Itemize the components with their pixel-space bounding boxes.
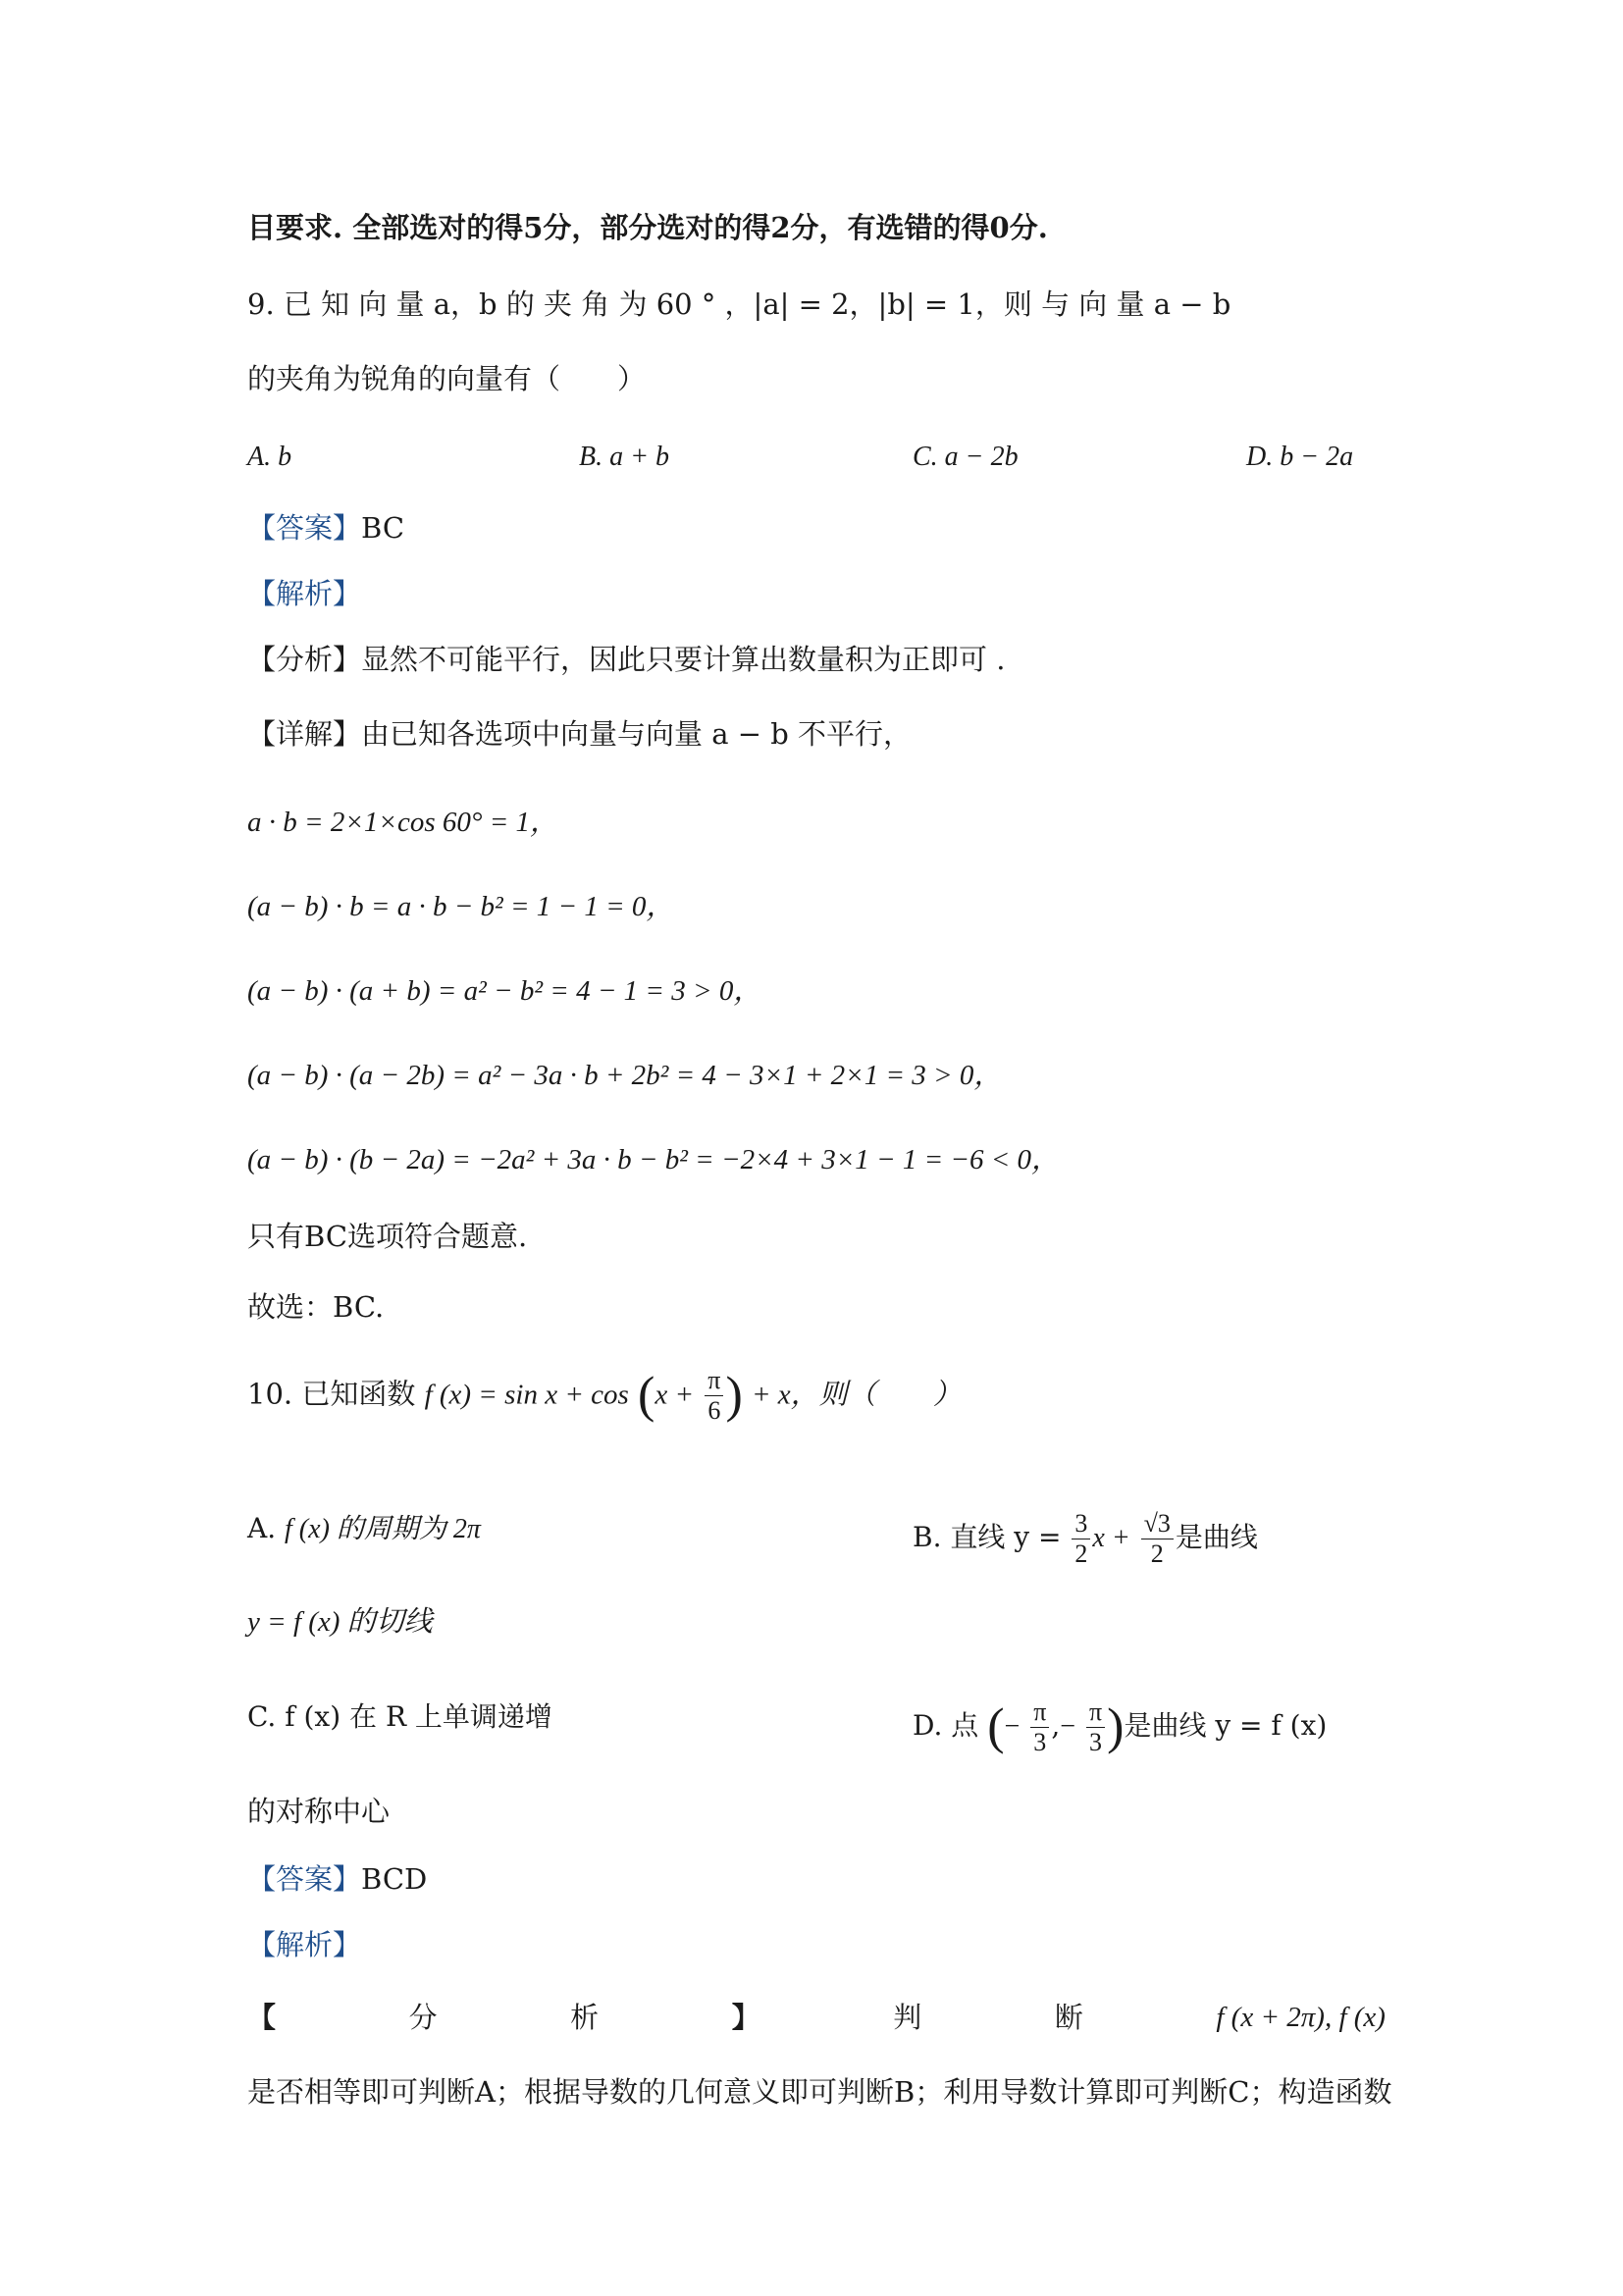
q10-option-b-post: 是曲线 [1175,1521,1258,1553]
q10-right-paren: ) [725,1367,743,1424]
q10-option-b-pre: 直线 y = [950,1521,1062,1553]
q10-d-neg-2: − [1060,1711,1076,1742]
q10-answer-tag: 【答案】 [247,1862,362,1896]
q9-eq-4: (a − b) · (a − 2b) = a² − 3a · b + 2b² = 4 − 3×1 + 2×1 = 3 > 0， [247,1060,1003,1091]
q9-eq-3: (a − b) · (a + b) = a² − b² = 4 − 1 = 3 > 0， [247,975,762,1007]
q10-fenxi-spread-line [247,1998,1386,2037]
q9-answer-tag: 【答案】 [247,511,362,545]
spread-char-pan: 判 [893,2001,922,2034]
q10-option-c-label: C. [247,1700,277,1733]
bracket-open: 【 [247,2001,277,2034]
q10-option-b [913,1509,1258,1569]
q10-option-d: D. 点 (− $\frac{\pi}{3}$ ,− $\frac{\pi}{3}$ )是曲线 y = f (x) [913,1697,1328,1756]
q10-stem-post: + x，则（ ） [751,1379,962,1411]
q10-d-frac-1 [1030,1697,1049,1757]
frac-numerator: 3 [1072,1509,1090,1539]
q10-stem-inner: x + [654,1379,695,1411]
q9-stem-line2: 的夹角为锐角的向量有（ ） [247,362,647,395]
q10-option-b-x: x + [1092,1523,1130,1553]
q10-option-a [247,1509,481,1549]
q9-analysis-tag: 【解析】 [247,577,362,610]
q9-conclusion: 只有BC选项符合题意. [247,1220,528,1253]
q10-answer-line [247,1859,427,1899]
q9-fenxi: 显然不可能平行，因此只要计算出数量积为正即可 . [361,643,1006,676]
q9-answer-line [247,508,404,548]
q10-frac-sqrt3-2 [1141,1509,1174,1569]
frac-numerator: √3 [1141,1509,1174,1539]
q10-analysis-tag: 【解析】 [247,1928,362,1961]
frac-denominator: 6 [707,1396,721,1425]
q9-stem-line1: 9. 已 知 向 量 a，b 的 夹 角 为 60 ° ，|a| = 2，|b| = 1，则 与 向 量 a − b [247,287,1231,321]
q10-frac-3-2 [1072,1509,1090,1569]
q9-eq-2: (a − b) · b = a · b − b² = 1 − 1 = 0， [247,891,675,922]
section-instruction: 目要求. 全部选对的得5分，部分选对的得2分，有选错的得0分. [247,211,1048,244]
q10-d-left-paren: ( [987,1698,1005,1755]
bracket-close: 】 [731,2001,760,2034]
spread-char-duan: 断 [1054,2001,1083,2034]
q10-option-d-label: D. [913,1709,943,1742]
q9-fenxi-line [247,640,1005,679]
q9-eq-1: a · b = 2×1×cos 60° = 1， [247,807,559,838]
q10-option-c-text: f (x) 在 R 上单调递增 [285,1700,552,1733]
q9-option-a: A. b [247,442,292,472]
q10-stem-pre: 10. 已知函数 [247,1377,416,1411]
q9-eq-5: (a − b) · (b − 2a) = −2a² + 3a · b − b² = −2×4 + 3×1 − 1 = −6 < 0， [247,1144,1061,1175]
frac-numerator: π [705,1366,723,1396]
frac-denominator: 2 [1074,1539,1088,1568]
q10-stem-f: f (x) = sin x + cos [424,1379,629,1411]
q9-fenxi-tag: 【分析】 [247,643,362,676]
q10-stem [247,1366,962,1426]
q9-choice: 故选：BC. [247,1290,385,1324]
frac-denominator: 3 [1089,1728,1103,1756]
q10-left-paren: ( [638,1367,655,1424]
q9-option-c: C. a − 2b [913,442,1019,472]
frac-numerator: π [1030,1697,1049,1728]
q10-d-neg-1: − [1004,1711,1021,1742]
q10-last-line: 是否相等即可判断A；根据导数的几何意义即可判断B；利用导数计算即可判断C；构造函数 [247,2075,1392,2109]
q9-option-b: B. a + b [579,442,669,472]
q10-option-b-label: B. [913,1521,942,1553]
q10-d-frac-2 [1086,1697,1105,1757]
q9-option-d: D. b − 2a [1246,442,1354,472]
spread-char-xi: 析 [570,2001,600,2034]
spread-char-fen: 分 [408,2001,438,2034]
q10-option-b-cont-text: y = f (x) 的切线 [247,1606,433,1638]
q10-answer: BCD [361,1862,428,1896]
q10-option-c [247,1697,552,1737]
q10-option-d-cont: 的对称中心 [247,1795,391,1828]
q10-option-d-pre: 点 [951,1709,979,1742]
q10-option-b-cont [247,1601,433,1642]
frac-numerator: π [1086,1697,1105,1728]
spread-formula: f (x + 2π), f (x) [1216,2002,1386,2033]
frac-denominator: 3 [1033,1728,1047,1756]
q10-option-a-label: A. [247,1512,277,1544]
q9-answer: BC [361,511,405,545]
q10-option-d-post: 是曲线 y = f (x) [1124,1709,1328,1742]
q9-xiangjie: 由已知各选项中向量与向量 a − b 不平行， [361,717,913,751]
frac-denominator: 2 [1150,1539,1164,1568]
q10-option-a-text: f (x) 的周期为 2π [285,1514,481,1544]
q9-xiangjie-tag: 【详解】 [247,717,362,751]
q9-xiangjie-line [247,714,912,754]
q10-pi-over-6 [705,1366,723,1426]
q10-d-right-paren: ) [1107,1698,1125,1755]
